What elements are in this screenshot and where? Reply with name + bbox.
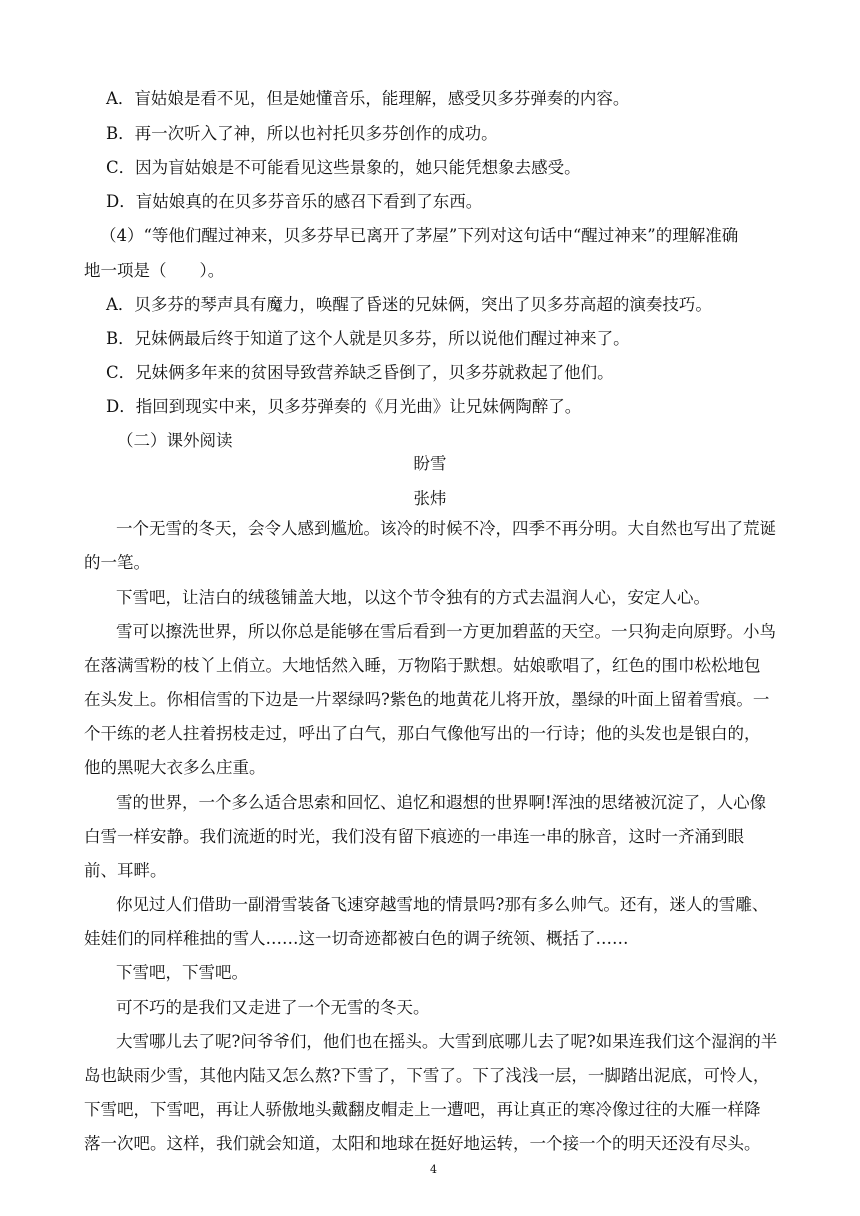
option-q4-b: B．兄妹俩最后终于知道了这个人就是贝多芬，所以说他们醒过神来了。 [106,329,630,348]
paragraph-line: 的一笔。 [84,553,150,572]
paragraph-line: 娃娃们的同样稚拙的雪人……这一切奇迹都被白色的调子统领、概括了…… [84,929,629,948]
paragraph-line: 岛也缺雨少雪，其他内陆又怎么熬?下雪了，下雪了。下了浅浅一层，一脚踏出泥底，可怜人， [84,1066,770,1085]
paragraph-line: 白雪一样安静。我们流逝的时光，我们没有留下痕迹的一串连一串的脉音，这时一齐涌到眼 [84,827,744,846]
option-q4-d: D．指回到现实中来，贝多芬弹奏的《月光曲》让兄妹俩陶醉了。 [106,397,582,416]
paragraph-line: 你见过人们借助一副滑雪装备飞速穿越雪地的情景吗?那有多么帅气。还有，迷人的雪雕、 [116,895,769,914]
paragraph-line: 一个无雪的冬天，会令人感到尴尬。该冷的时候不冷，四季不再分明。大自然也写出了荒诞 [116,519,776,538]
option-q4-a: A．贝多芬的琴声具有魔力，唤醒了昏迷的兄妹俩，突出了贝多芬高超的演奏技巧。 [106,295,712,314]
option-q3-b: B．再一次听入了神，所以也衬托贝多芬创作的成功。 [106,124,498,143]
paragraph-line: 个干练的老人拄着拐枝走过，呼出了白气，那白气像他写出的一行诗；他的头发也是银白的， [84,724,761,743]
question-4-line-2: 地一项是（ ）。 [84,261,225,280]
paragraph-line: 前、耳畔。 [84,861,167,880]
paragraph-line: 下雪吧，让洁白的绒毯铺盖大地，以这个节令独有的方式去温润人心，安定人心。 [116,588,710,607]
option-q4-c: C．兄妹俩多年来的贫困导致营养缺乏昏倒了，贝多芬就救起了他们。 [106,363,614,382]
paragraph-line: 下雪吧，下雪吧。 [116,963,248,982]
article-author: 张炜 [413,489,447,508]
option-q3-a: A．盲姑娘是看不见，但是她懂音乐，能理解，感受贝多芬弹奏的内容。 [106,89,630,108]
paragraph-line: 雪可以擦洗世界，所以你总是能够在雪后看到一方更加碧蓝的天空。一只狗走向原野。小鸟 [116,622,776,641]
option-q3-c: C．因为盲姑娘是不可能看见这些景象的，她只能凭想象去感受。 [106,158,581,177]
paragraph-line: 他的黑呢大衣多么庄重。 [84,758,266,777]
paragraph-line: 在落满雪粉的枝丫上俏立。大地恬然入睡，万物陷于默想。姑娘歌唱了，红色的围巾松松地包 [84,656,761,675]
section-heading: （二）课外阅读 [117,431,233,450]
option-q3-d: D．盲姑娘真的在贝多芬音乐的感召下看到了东西。 [106,192,483,211]
question-4-line-1: （4）“等他们醒过神来，贝多芬早已离开了茅屋”下列对这句话中“醒过神来”的理解准确 [100,226,739,245]
paragraph-line: 雪的世界，一个多么适合思索和回忆、追忆和遐想的世界啊!浑浊的思绪被沉淀了，人心像 [116,793,767,812]
article-title: 盼雪 [413,454,447,473]
paragraph-line: 落一次吧。这样，我们就会知道，太阳和地球在挺好地运转，一个接一个的明天还没有尽头。 [84,1134,761,1153]
paragraph-line: 大雪哪儿去了呢?问爷爷们，他们也在摇头。大雪到底哪儿去了呢?如果连我们这个湿润的半 [116,1032,778,1051]
paragraph-line: 可不巧的是我们又走进了一个无雪的冬天。 [116,998,430,1017]
paragraph-line: 在头发上。你相信雪的下边是一片翠绿吗?紫色的地黄花儿将开放，墨绿的叶面上留着雪痕。一 [84,690,770,709]
page-number [0,1160,860,1180]
paragraph-line: 下雪吧，下雪吧，再让人骄傲地头戴翻皮帽走上一遭吧，再让真正的寒冷像过往的大雁一样降 [84,1100,761,1119]
